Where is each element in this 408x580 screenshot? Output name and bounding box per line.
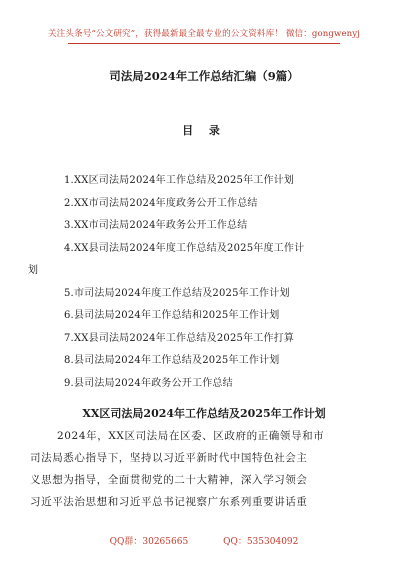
toc-heading: 目 录	[182, 124, 226, 137]
document-title: 司法局2024年工作总结汇编（9篇）	[109, 69, 299, 83]
toc-item: 9.县司法局2024年政务公开工作总结	[64, 377, 233, 389]
toc-item: 6.县司法局2024年工作总结和2025年工作计划	[64, 310, 280, 321]
toc-item: 7.XX县司法局2024年工作总结及2025年工作打算	[64, 332, 295, 344]
header-note: 关注头条号“公文研究”，获得最新最全最专业的公文资料库！ 微信：gongwenyj	[47, 29, 361, 39]
toc-item: 3.XX市司法局2024年政务公开工作总结	[64, 220, 248, 231]
section-title: XX区司法局2024年工作总结及2025年工作计划	[82, 407, 326, 420]
body-paragraph	[30, 425, 372, 513]
footer-contact	[0, 534, 408, 547]
table-of-contents	[28, 170, 364, 395]
toc-item: 4.XX县司法局2024年度工作总结及2025年度工作计	[64, 242, 305, 254]
body-line: 义思想为指导，全面贯彻党的二十大精神，深入学习领会	[30, 474, 308, 486]
toc-item-continuation: 划	[28, 265, 39, 276]
toc-item: 5.市司法局2024年度工作总结及2025年工作计划	[64, 287, 290, 299]
toc-item: 1.XX区司法局2024年工作总结及2025年工作计划	[64, 175, 295, 186]
header-divider	[68, 43, 340, 44]
toc-item: 8.县司法局2024年工作总结及2025年工作计划	[64, 355, 280, 366]
toc-item: 2.XX市司法局2024年度政务公开工作总结	[64, 197, 258, 209]
qq-group: QQ群：30265665	[109, 537, 189, 547]
body-line: 习近平法治思想和习近平总书记视察广东系列重要讲话重	[30, 496, 308, 508]
body-line: 司法局悉心指导下，坚持以习近平新时代中国特色社会主	[30, 452, 308, 464]
body-line: 2024年，XX区司法局在区委、区政府的正确领导和市	[57, 430, 325, 442]
qq-number: QQ：535304092	[223, 537, 299, 547]
